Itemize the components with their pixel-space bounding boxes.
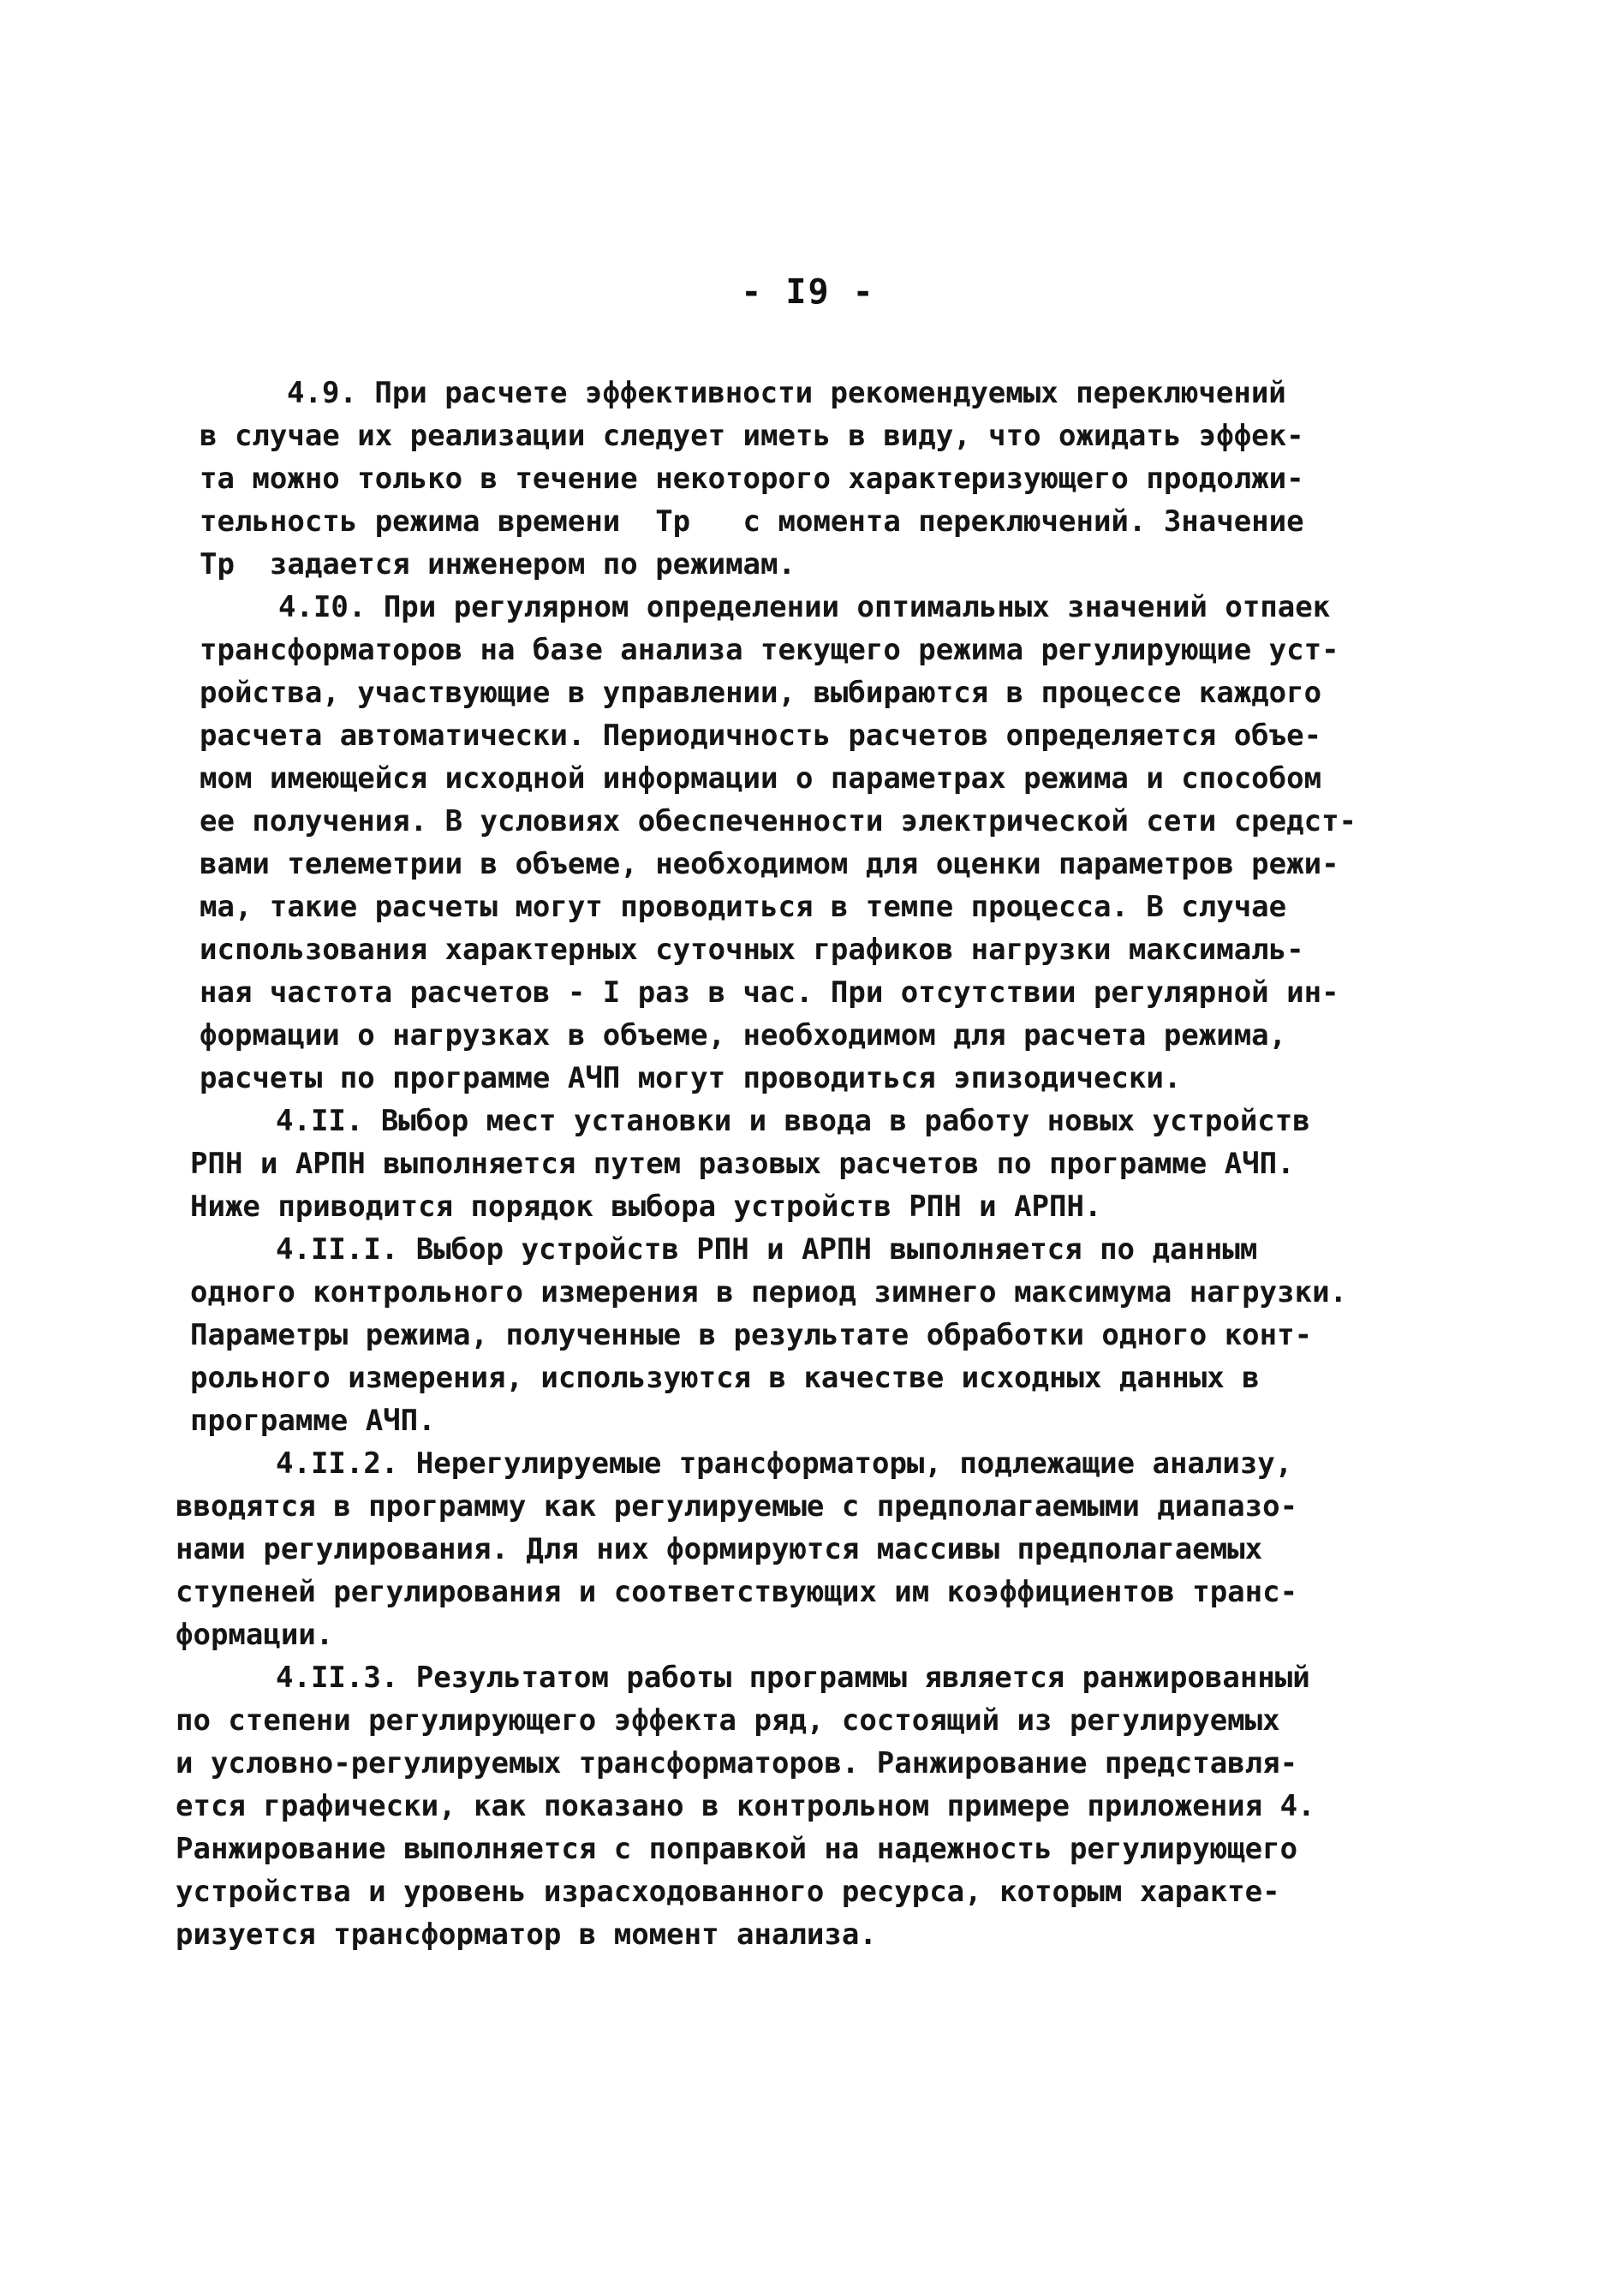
text-line: нами регулирования. Для них формируются массивы предполагаемых [176, 1532, 1263, 1566]
text-line: ется графически, как показано в контрольном примере приложения 4. [176, 1789, 1315, 1823]
text-line: Ранжирование выполняется с поправкой на надежность регулирующего [176, 1832, 1298, 1866]
text-line: ступеней регулирования и соответствующих им коэффициентов транс- [176, 1575, 1298, 1609]
text-line: по степени регулирующего эффекта ряд, состоящий из регулируемых [176, 1703, 1280, 1738]
page-number: - I9 - [741, 272, 875, 312]
text-line: 4.II.3. Результатом работы программы является ранжированный [276, 1661, 1310, 1695]
text-line: ма, такие расчеты могут проводиться в темпе процесса. В случае [200, 890, 1287, 924]
text-line: формации. [176, 1618, 334, 1652]
text-line: устройства и уровень израсходованного ресурса, которым характе- [176, 1875, 1280, 1909]
text-line: 4.II.I. Выбор устройств РПН и АРПН выполняется по данным [276, 1232, 1258, 1267]
text-line: 4.9. При расчете эффективности рекомендуемых переключений [287, 376, 1286, 410]
text-line: мом имеющейся исходной информации о параметрах режима и способом [200, 761, 1322, 796]
text-line: в случае их реализации следует иметь в виду, что ожидать эффек- [200, 419, 1304, 453]
text-line: та можно только в течение некоторого характеризующего продолжи- [200, 462, 1304, 496]
text-line: тельность режима времени Tр с момента переключений. Значение [200, 504, 1304, 539]
text-line: и условно-регулируемых трансформаторов. Ранжирование представля- [176, 1746, 1298, 1780]
text-line: Параметры режима, полученные в результате обработки одного конт- [190, 1318, 1313, 1352]
text-line: Tр задается инженером по режимам. [200, 547, 796, 581]
text-line: ризуется трансформатор в момент анализа. [176, 1917, 877, 1952]
text-line: рольного измерения, используются в качестве исходных данных в [190, 1361, 1260, 1395]
text-line: расчеты по программе АЧП могут проводиться эпизодически. [200, 1061, 1182, 1095]
text-line: 4.II.2. Нерегулируемые трансформаторы, подлежащие анализу, [276, 1446, 1293, 1481]
text-line: вами телеметрии в объеме, необходимом для оценки параметров режи- [200, 847, 1339, 881]
text-line: вводятся в программу как регулируемые с предполагаемыми диапазо- [176, 1489, 1298, 1524]
text-line: программе АЧП. [190, 1404, 436, 1438]
text-line: Ниже приводится порядок выбора устройств РПН и АРПН. [190, 1190, 1102, 1224]
text-line: трансформаторов на базе анализа текущего режима регулирующие уст- [200, 633, 1339, 667]
text-line: РПН и АРПН выполняется путем разовых расчетов по программе АЧП. [190, 1147, 1295, 1181]
text-line: формации о нагрузках в объеме, необходимом для расчета режима, [200, 1018, 1287, 1053]
text-line: ее получения. В условиях обеспеченности электрической сети средст- [200, 804, 1357, 838]
text-line: ройства, участвующие в управлении, выбираются в процессе каждого [200, 676, 1322, 710]
text-line: 4.I0. При регулярном определении оптимальных значений отпаек [278, 590, 1331, 624]
text-line: использования характерных суточных графиков нагрузки максималь- [200, 933, 1304, 967]
text-line: 4.II. Выбор мест установки и ввода в работу новых устройств [276, 1104, 1310, 1138]
text-line: расчета автоматически. Периодичность расчетов определяется объе- [200, 719, 1322, 753]
text-line: ная частота расчетов - I раз в час. При отсутствии регулярной ин- [200, 975, 1339, 1010]
text-line: одного контрольного измерения в период зимнего максимума нагрузки. [190, 1275, 1348, 1309]
